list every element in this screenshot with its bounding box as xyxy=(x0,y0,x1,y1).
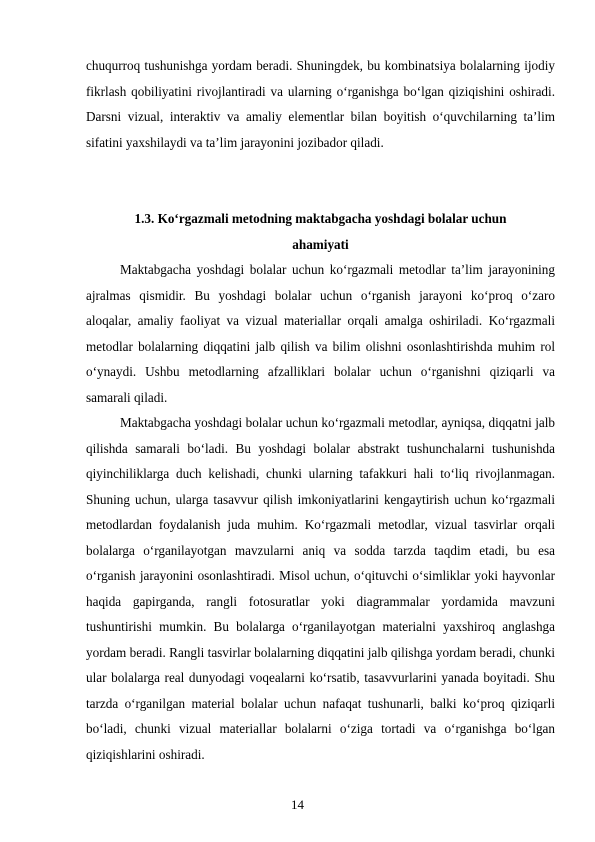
page-body xyxy=(86,53,555,767)
continued-paragraph: chuqurroq tushunishga yordam beradi. Shuningdek, bu kombinatsiya bolalarning ijodiy fikrlash qobiliyatini rivojlantiradi va ularning o‘rganishga bo‘lgan qiziqishini oshiradi. Darsni vizual, interaktiv va amaliy elementlar bilan boyitish o‘quvchilarning ta’lim sifatini yaxshilaydi va ta’lim jarayonini jozibador qiladi. xyxy=(86,58,555,150)
page-number: 14 xyxy=(291,797,304,812)
section-heading: 1.3. Ko‘rgazmali metodning maktabgacha yoshdagi bolalar uchun ahamiyati xyxy=(134,211,507,252)
paragraph-intro: Maktabgacha yoshdagi bolalar uchun ko‘rgazmali metodlar ta’lim jarayonining ajralmas qismidir. Bu yoshdagi bolalar uchun o‘rganish jarayoni ko‘proq o‘zaro aloqalar, amaliy faoliyat va vizual materiallar orqali amalga oshiriladi. Ko‘rgazmali metodlar bolalarning diqqatini jalb qilish va bilim olishni osonlashtirishda muhim rol o‘ynaydi. Ushbu metodlarning afzalliklari bolalar uchun o‘rganishni qiziqarli va samarali qiladi. xyxy=(86,262,555,405)
paragraph-attention: Maktabgacha yoshdagi bolalar uchun ko‘rgazmali metodlar, ayniqsa, diqqatni jalb qilishda samarali bo‘ladi. Bu yoshdagi bolalar abstrakt tushunchalarni tushunishda qiyinchiliklarga duch kelishadi, chunki ularning tafakkuri hali to‘liq rivojlanmagan. Shuning uchun, ularga tasavvur qilish imkoniyatlarini kengaytirish uchun ko‘rgazmali metodlardan foydalanish juda muhim. Ko‘rgazmali metodlar, vizual tasvirlar orqali bolalarga o‘rganilayotgan mavzularni aniq va sodda tarzda taqdim etadi, bu esa o‘rganish jarayonini osonlashtiradi. Misol uchun, o‘qituvchi o‘simliklar yoki hayvonlar haqida gapirganda, rangli fotosuratlar yoki diagrammalar yordamida mavzuni tushuntirishi mumkin. Bu bolalarga o‘rganilayotgan materialni yaxshiroq anglashga yordam beradi. Rangli tasvirlar bolalarning diqqatini jalb qilishga yordam beradi, chunki ular bolalarga real dunyodagi voqealarni ko‘rsatib, tasavvurlarini yanada boyitadi. Shu tarzda o‘rganilgan material bolalar uchun nafaqat tushunarli, balki ko‘proq qiziqarli bo‘ladi, chunki vizual materiallar bolalarni o‘ziga tortadi va o‘rganishga bo‘lgan qiziqishlarini oshiradi. xyxy=(86,415,555,762)
